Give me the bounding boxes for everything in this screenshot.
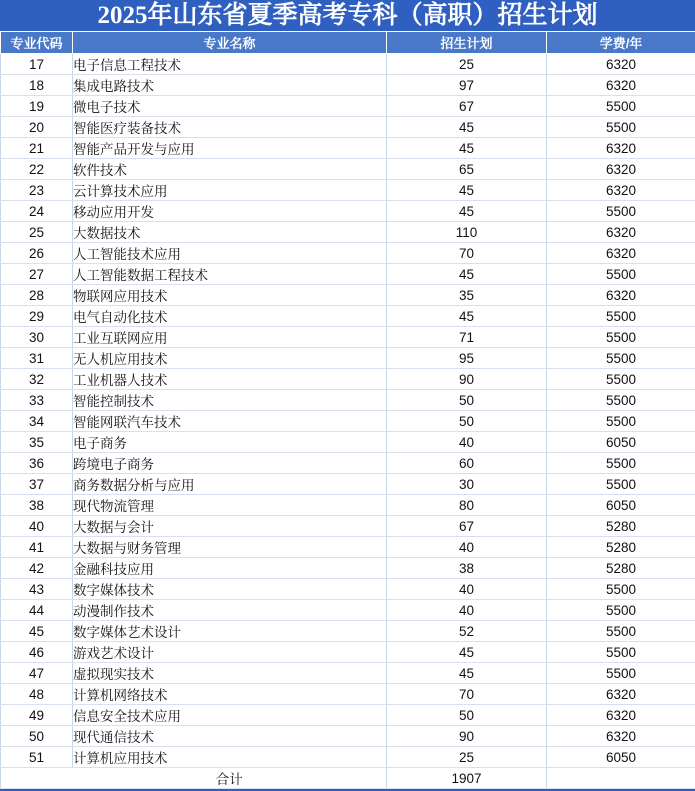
cell-code: 26 [1,243,73,264]
total-spacer [1,768,73,789]
table-row [1,222,695,243]
cell-name: 移动应用开发 [73,201,387,222]
cell-code: 24 [1,201,73,222]
cell-quota: 38 [387,558,547,579]
cell-code: 35 [1,432,73,453]
cell-code: 42 [1,558,73,579]
cell-fee: 6320 [547,138,695,159]
cell-name: 信息安全技术应用 [73,705,387,726]
cell-quota: 30 [387,474,547,495]
cell-fee: 6050 [547,495,695,516]
cell-fee: 5280 [547,516,695,537]
cell-fee: 5500 [547,390,695,411]
cell-quota: 71 [387,327,547,348]
cell-code: 40 [1,516,73,537]
cell-fee: 5500 [547,117,695,138]
cell-code: 33 [1,390,73,411]
cell-quota: 40 [387,600,547,621]
cell-fee: 5500 [547,306,695,327]
cell-quota: 45 [387,642,547,663]
page-title: 2025年山东省夏季高考专科（高职）招生计划 [0,0,695,31]
table-row [1,537,695,558]
cell-name: 智能网联汽车技术 [73,411,387,432]
cell-name: 电气自动化技术 [73,306,387,327]
cell-code: 36 [1,453,73,474]
cell-fee: 5500 [547,621,695,642]
cell-fee: 5500 [547,600,695,621]
cell-quota: 50 [387,411,547,432]
cell-name: 大数据与财务管理 [73,537,387,558]
cell-code: 25 [1,222,73,243]
table-row [1,474,695,495]
table-row [1,432,695,453]
table-row [1,390,695,411]
table-row [1,747,695,768]
cell-fee: 6320 [547,684,695,705]
cell-name: 智能医疗装备技术 [73,117,387,138]
cell-quota: 67 [387,516,547,537]
cell-code: 28 [1,285,73,306]
cell-quota: 67 [387,96,547,117]
table-row [1,96,695,117]
table-row [1,642,695,663]
table-row [1,285,695,306]
cell-name: 智能控制技术 [73,390,387,411]
table-row [1,117,695,138]
cell-code: 21 [1,138,73,159]
cell-name: 电子信息工程技术 [73,54,387,75]
table-row [1,138,695,159]
table-row [1,180,695,201]
cell-code: 48 [1,684,73,705]
cell-quota: 70 [387,243,547,264]
table-row [1,264,695,285]
cell-fee: 6320 [547,54,695,75]
cell-quota: 52 [387,621,547,642]
cell-code: 47 [1,663,73,684]
table-row [1,54,695,75]
cell-quota: 45 [387,180,547,201]
table-row [1,516,695,537]
cell-name: 计算机应用技术 [73,747,387,768]
cell-quota: 97 [387,75,547,96]
cell-name: 电子商务 [73,432,387,453]
cell-quota: 45 [387,117,547,138]
column-header-code: 专业代码 [1,32,73,54]
cell-code: 32 [1,369,73,390]
cell-fee: 5500 [547,369,695,390]
cell-quota: 65 [387,159,547,180]
cell-code: 30 [1,327,73,348]
cell-quota: 35 [387,285,547,306]
table-row [1,579,695,600]
cell-fee: 6050 [547,432,695,453]
cell-code: 31 [1,348,73,369]
cell-name: 数字媒体技术 [73,579,387,600]
table-row [1,159,695,180]
cell-quota: 90 [387,726,547,747]
cell-fee: 5500 [547,264,695,285]
cell-fee: 6320 [547,243,695,264]
cell-quota: 45 [387,306,547,327]
cell-name: 计算机网络技术 [73,684,387,705]
cell-code: 38 [1,495,73,516]
table-row [1,495,695,516]
cell-code: 49 [1,705,73,726]
cell-code: 23 [1,180,73,201]
cell-quota: 40 [387,432,547,453]
table-row [1,705,695,726]
cell-code: 19 [1,96,73,117]
cell-quota: 50 [387,705,547,726]
table-row [1,369,695,390]
cell-fee: 5500 [547,453,695,474]
cell-fee: 5500 [547,96,695,117]
column-header-quota: 招生计划 [387,32,547,54]
cell-quota: 70 [387,684,547,705]
cell-fee: 5280 [547,558,695,579]
cell-name: 云计算技术应用 [73,180,387,201]
table-total-row [1,768,695,789]
cell-code: 51 [1,747,73,768]
cell-fee: 5500 [547,474,695,495]
cell-name: 物联网应用技术 [73,285,387,306]
cell-name: 大数据与会计 [73,516,387,537]
cell-fee: 6320 [547,75,695,96]
cell-fee: 5500 [547,642,695,663]
cell-quota: 45 [387,138,547,159]
cell-name: 动漫制作技术 [73,600,387,621]
cell-quota: 40 [387,579,547,600]
cell-name: 跨境电子商务 [73,453,387,474]
cell-fee: 5500 [547,663,695,684]
cell-name: 集成电路技术 [73,75,387,96]
cell-code: 17 [1,54,73,75]
column-header-name: 专业名称 [73,32,387,54]
cell-fee: 5500 [547,348,695,369]
cell-quota: 60 [387,453,547,474]
cell-name: 数字媒体艺术设计 [73,621,387,642]
table-header-row [1,32,695,54]
cell-fee: 5500 [547,579,695,600]
cell-code: 18 [1,75,73,96]
cell-quota: 40 [387,537,547,558]
cell-quota: 90 [387,369,547,390]
cell-code: 41 [1,537,73,558]
cell-name: 游戏艺术设计 [73,642,387,663]
cell-quota: 25 [387,54,547,75]
cell-fee: 6320 [547,726,695,747]
table-row [1,75,695,96]
cell-code: 29 [1,306,73,327]
cell-code: 37 [1,474,73,495]
table-row [1,306,695,327]
cell-name: 软件技术 [73,159,387,180]
total-fee [547,768,695,789]
cell-fee: 6320 [547,285,695,306]
cell-fee: 5500 [547,411,695,432]
total-quota: 1907 [387,768,547,789]
table-row [1,558,695,579]
cell-fee: 6320 [547,180,695,201]
cell-name: 虚拟现实技术 [73,663,387,684]
cell-name: 金融科技应用 [73,558,387,579]
cell-quota: 25 [387,747,547,768]
table-row [1,243,695,264]
cell-name: 人工智能数据工程技术 [73,264,387,285]
cell-fee: 5280 [547,537,695,558]
table-row [1,348,695,369]
cell-code: 46 [1,642,73,663]
table-row [1,327,695,348]
table-row [1,600,695,621]
column-header-fee: 学费/年 [547,32,695,54]
table-row [1,453,695,474]
cell-quota: 45 [387,201,547,222]
cell-name: 工业互联网应用 [73,327,387,348]
plan-table [0,31,695,789]
table-row [1,201,695,222]
cell-fee: 6050 [547,747,695,768]
table-row [1,621,695,642]
cell-name: 人工智能技术应用 [73,243,387,264]
cell-code: 43 [1,579,73,600]
table-row [1,663,695,684]
cell-name: 智能产品开发与应用 [73,138,387,159]
cell-fee: 5500 [547,201,695,222]
total-label: 合计 [73,768,387,789]
cell-name: 大数据技术 [73,222,387,243]
cell-quota: 50 [387,390,547,411]
cell-fee: 5500 [547,327,695,348]
cell-fee: 6320 [547,159,695,180]
cell-name: 微电子技术 [73,96,387,117]
cell-name: 现代通信技术 [73,726,387,747]
cell-quota: 80 [387,495,547,516]
cell-name: 工业机器人技术 [73,369,387,390]
cell-name: 现代物流管理 [73,495,387,516]
cell-name: 商务数据分析与应用 [73,474,387,495]
table-row [1,684,695,705]
cell-code: 50 [1,726,73,747]
cell-code: 44 [1,600,73,621]
cell-quota: 110 [387,222,547,243]
cell-quota: 45 [387,663,547,684]
cell-code: 34 [1,411,73,432]
cell-fee: 6320 [547,222,695,243]
cell-code: 45 [1,621,73,642]
cell-code: 22 [1,159,73,180]
cell-code: 20 [1,117,73,138]
cell-quota: 45 [387,264,547,285]
cell-fee: 6320 [547,705,695,726]
table-row [1,411,695,432]
cell-code: 27 [1,264,73,285]
cell-name: 无人机应用技术 [73,348,387,369]
cell-quota: 95 [387,348,547,369]
